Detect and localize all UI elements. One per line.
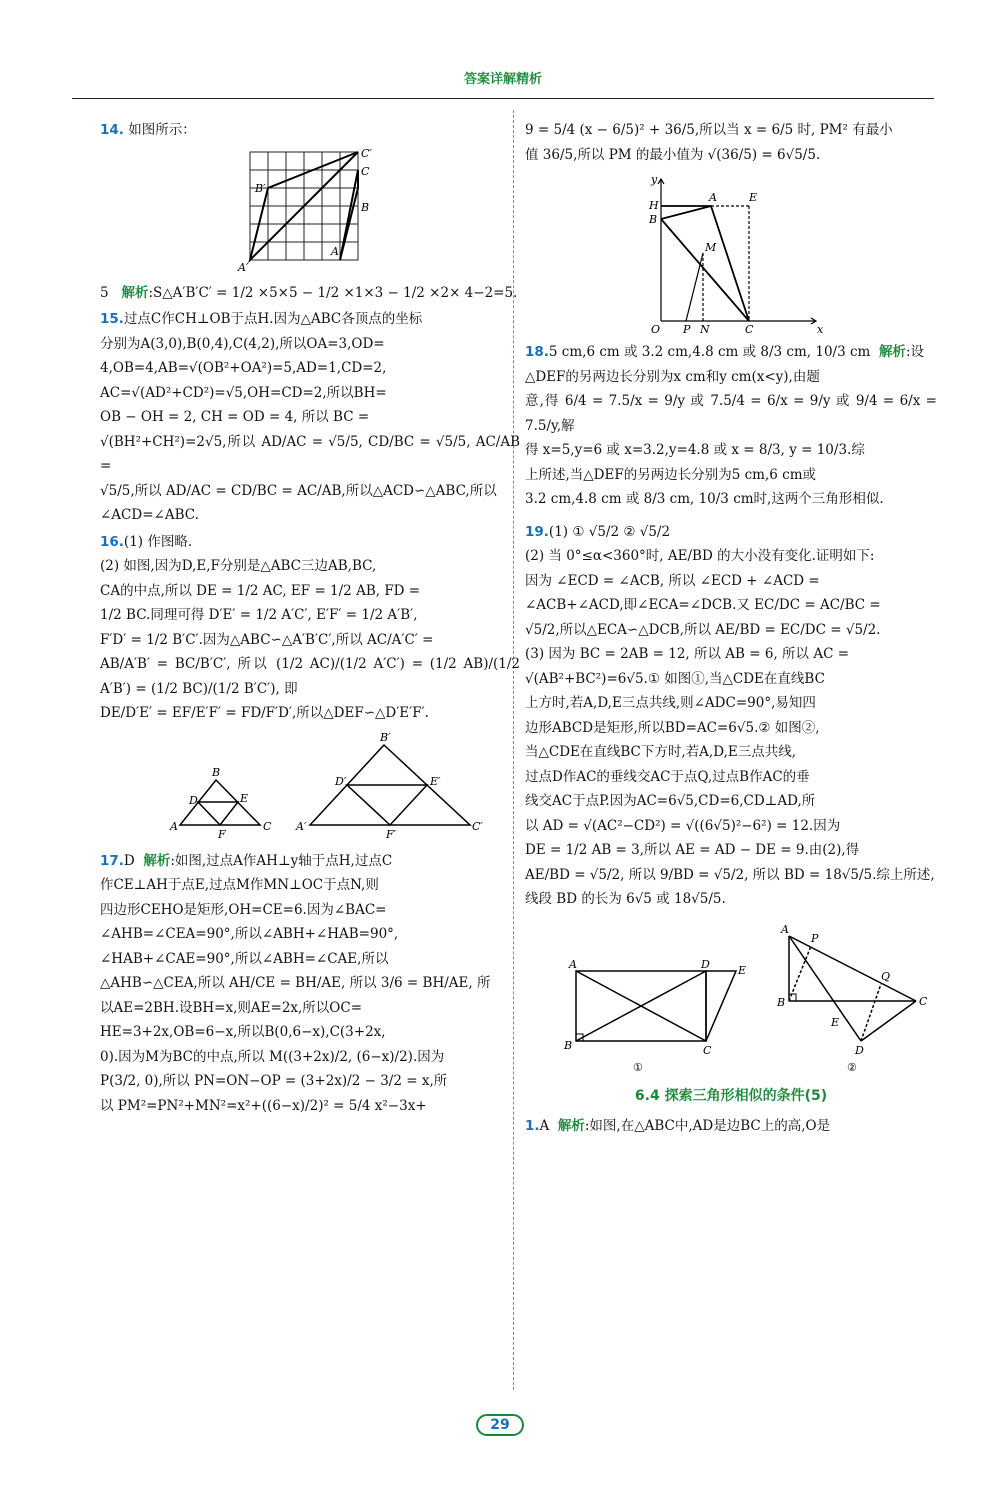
label-b-prime: B′ <box>380 730 391 744</box>
figure-1-label: ① <box>633 1060 643 1074</box>
text-line: AE/BD = √5/2, 所以 9/BD = √5/2, 所以 BD = 18√5/5.综上所述, <box>525 866 935 883</box>
page-header: 答案详解精析 <box>463 72 542 87</box>
text-line: F′D′ = 1/2 B′C′.因为△ABC∽△A′B′C′,所以 AC/A′C′ = <box>100 631 434 648</box>
text-line: 作CE⊥AH于点E,过点M作MN⊥OC于点N,则 <box>100 877 379 893</box>
text-line: ∠ACB+∠ACD,即∠ECA=∠DCB.又 EC/DC = AC/BC = <box>525 597 881 613</box>
figure-2-label: ② <box>847 1060 857 1074</box>
text-line: △AHB∽△CEA,所以 AH/CE = BH/AE, 所以 3/6 = BH/AE, 所 <box>100 975 491 991</box>
label-b: B <box>649 213 658 226</box>
text-line: 以AE=2BH.设BH=x,则AE=2x,所以OC= <box>100 999 363 1016</box>
question-18 <box>525 340 937 512</box>
text-line: 线交AC于点P.因为AC=6√5,CD=6,CD⊥AD,所 <box>525 793 816 809</box>
text-line: ∠AHB=∠CEA=90°,所以∠ABH+∠HAB=90°, <box>100 926 399 942</box>
label-a: A <box>569 957 577 971</box>
question-17 <box>100 849 520 1119</box>
question-17-continued <box>525 118 937 167</box>
answer-value: 5 cm,6 cm 或 3.2 cm,4.8 cm 或 8/3 cm, 10/3 cm <box>548 344 871 360</box>
label-e: E <box>240 791 249 805</box>
question-number: 14. <box>100 122 124 138</box>
section-title: 6.4 探索三角形相似的条件(5) <box>634 1087 828 1104</box>
label-b: B <box>361 200 370 214</box>
label-y: y <box>651 173 658 186</box>
analysis-text: :S△A′B′C′ = 1/2 ×5×5 − 1/2 ×1×3 − 1/2 ×2× 4−2=5. <box>148 284 518 301</box>
text-line: √5/5,所以 AD/AC = CD/BC = AC/AB,所以△ACD∽△ABC,所以 <box>100 482 497 499</box>
text-line: 以 AD = √(AC²−CD²) = √((6√5)²−6²) = 12.因为 <box>525 817 841 834</box>
text-line: :设 <box>905 344 924 360</box>
text-line: 值 36/5,所以 PM 的最小值为 √(36/5) = 6√5/5. <box>525 146 821 163</box>
text-line: 9 = 5/4 (x − 6/5)² + 36/5,所以当 x = 6/5 时, PM² 有最小 <box>525 122 893 138</box>
question-number: 19. <box>525 523 549 540</box>
question-text: 如图所示： <box>128 122 196 138</box>
text-line: DE/D′E′ = EF/E′F′ = FD/F′D′,所以△DEF∽△D′E′F′. <box>100 705 429 721</box>
page-number: 29 <box>476 1414 523 1436</box>
label-b-prime: B′ <box>255 181 266 195</box>
question-19 <box>525 520 937 912</box>
answer-value: 5 <box>100 284 109 301</box>
label-q: Q <box>881 969 891 983</box>
question-14 <box>100 118 520 143</box>
question-16 <box>100 530 520 726</box>
label-x: x <box>817 323 824 336</box>
text-line: △DEF的另两边长分别为x cm和y cm(x<y),由题 <box>525 368 820 385</box>
label-d: D <box>189 793 198 807</box>
label-e: E <box>749 191 758 204</box>
text-line: ∠ACD=∠ABC. <box>100 507 199 523</box>
text-line: 分别为A(3,0),B(0,4),C(4,2),所以OA=3,OD= <box>100 335 385 352</box>
coordinate-figure-q17 <box>631 171 831 336</box>
page-number-container <box>460 1414 540 1436</box>
text-line: HE=3+2x,OB=6−x,所以B(0,6−x),C(3+2x, <box>100 1024 386 1040</box>
label-p: P <box>811 931 819 945</box>
question-number: 16. <box>100 533 124 550</box>
question-number: 17. <box>100 852 124 869</box>
label-m: M <box>705 241 717 254</box>
label-a-2: A <box>781 922 789 936</box>
text-line: :如图,过点A作AH⊥y轴于点H,过点C <box>170 852 393 869</box>
text-line: AC=√(AD²+CD²)=√5,OH=CD=2,所以BH= <box>100 384 387 401</box>
text-line: 当△CDE在直线BC下方时,若A,D,E三点共线, <box>525 744 797 760</box>
text-line: 上所述,当△DEF的另两边长分别为5 cm,6 cm或 <box>525 466 816 483</box>
text-line: DE = 1/2 AB = 3,所以 AE = AD − DE = 9.由(2),得 <box>525 842 860 858</box>
text-line: OB − OH = 2, CH = OD = 4, 所以 BC = <box>100 409 370 425</box>
analysis-label: 解析 <box>121 284 149 301</box>
right-column <box>525 118 937 1141</box>
text-line: 过点C作CH⊥OB于点H.因为△ABC各顶点的坐标 <box>123 311 423 327</box>
answer-value: (1) ① √5/2 ② √5/2 <box>548 523 671 540</box>
question-1 <box>525 1114 937 1139</box>
label-e-2: E <box>831 1015 840 1029</box>
label-e: E <box>738 963 747 977</box>
label-p: P <box>683 323 691 336</box>
header-rule <box>72 98 934 99</box>
text-line: 1/2 BC.同理可得 D′E′ = 1/2 A′C′, E′F′ = 1/2 A′B′, <box>100 607 418 623</box>
label-b: B <box>564 1038 573 1052</box>
text-line: AB/A′B′ = BC/B′C′, 所以 (1/2 AC)/(1/2 A′C′) = (1/2 AB)/(1/2 A′B′) = (1/2 BC)/(1/2 B′C′), 即 <box>100 656 520 697</box>
text-line: (3) 因为 BC = 2AB = 12, 所以 AB = 6, 所以 AC = <box>525 646 850 662</box>
text-line: √(AB²+BC²)=6√5.① 如图①,当△CDE在直线BC <box>525 670 825 687</box>
triangles-figure-q16 <box>140 730 483 845</box>
label-c-prime: C′ <box>472 819 483 833</box>
label-f-prime: F′ <box>386 827 397 841</box>
text-line: ∠HAB+∠CAE=90°,所以∠ABH=∠CAE,所以 <box>100 950 389 967</box>
left-column <box>100 118 520 1120</box>
text-line: (1) 作图略. <box>123 533 193 550</box>
label-c-2: C <box>919 994 928 1008</box>
label-n: N <box>700 323 710 336</box>
label-b-2: B <box>777 995 786 1009</box>
label-o: O <box>651 323 661 336</box>
text-line: 因为 ∠ECD = ∠ACB, 所以 ∠ECD + ∠ACD = <box>525 572 820 589</box>
text-line: 4,OB=4,AB=√(OB²+OA²)=5,AD=1,CD=2, <box>100 360 387 376</box>
label-e-prime: E′ <box>430 774 441 788</box>
label-d-2: D <box>855 1043 864 1057</box>
label-d-prime: D′ <box>335 774 347 788</box>
label-c: C <box>703 1043 712 1057</box>
label-c: C <box>361 164 370 178</box>
label-c: C <box>745 323 754 336</box>
question-number: 18. <box>525 344 549 360</box>
text-line: 0).因为M为BC的中点,所以 M((3+2x)/2, (6−x)/2).因为 <box>100 1048 445 1065</box>
label-a-prime: A′ <box>296 819 307 833</box>
analysis-label: 解析 <box>557 1118 585 1134</box>
label-h: H <box>649 199 659 212</box>
label-c-prime: C′ <box>361 146 372 160</box>
label-c: C <box>263 819 272 833</box>
label-a: A <box>709 191 717 204</box>
answer-value: A <box>539 1118 550 1134</box>
answer-14 <box>100 281 520 306</box>
text-line: 线段 BD 的长为 6√5 或 18√5/5. <box>525 891 726 907</box>
label-a-prime: A′ <box>238 260 249 274</box>
text-line: (2) 如图,因为D,E,F分别是△ABC三边AB,BC, <box>100 558 377 574</box>
analysis-label: 解析 <box>143 852 171 869</box>
label-d: D <box>701 957 710 971</box>
text-line: P(3/2, 0),所以 PN=ON−OP = (3+2x)/2 − 3/2 = x,所 <box>100 1073 448 1089</box>
text-line: √5/2,所以△ECA∽△DCB,所以 AE/BD = EC/DC = √5/2. <box>525 621 881 638</box>
label-a: A <box>170 819 178 833</box>
text-line: 边形ABCD是矩形,所以BD=AC=6√5.② 如图②, <box>525 719 820 736</box>
text-line: 意,得 6/4 = 7.5/x = 9/y 或 7.5/4 = 6/x = 9/y 或 9/4 = 6/x = 7.5/y,解 <box>525 393 937 434</box>
question-number: 15. <box>100 311 124 327</box>
text-line: 四边形CEHO是矩形,OH=CE=6.因为∠BAC= <box>100 901 387 918</box>
text-line: 过点D作AC的垂线交AC于点Q,过点B作AC的垂 <box>525 768 810 785</box>
text-line: 上方时,若A,D,E三点共线,则∠ADC=90°,易知四 <box>525 695 816 711</box>
text-line: :如图,在△ABC中,AD是边BC上的高,O是 <box>584 1118 831 1134</box>
text-line: (2) 当 0°≤α<360°时, AE/BD 的大小没有变化.证明如下: <box>525 548 875 564</box>
label-b: B <box>212 765 221 779</box>
label-a: A <box>331 244 339 258</box>
grid-figure-q14 <box>235 147 385 277</box>
text-line: 得 x=5,y=6 或 x=3.2,y=4.8 或 x = 8/3, y = 10/3.综 <box>525 442 865 458</box>
text-line: CA的中点,所以 DE = 1/2 AC, EF = 1/2 AB, FD = <box>100 582 421 599</box>
figures-q19 <box>531 916 931 1076</box>
text-line: √(BH²+CH²)=2√5,所以 AD/AC = √5/5, CD/BC = √5/5, AC/AB = <box>100 433 520 474</box>
text-line: 3.2 cm,4.8 cm 或 8/3 cm, 10/3 cm时,这两个三角形相似. <box>525 491 884 507</box>
question-number: 1. <box>525 1118 540 1134</box>
text-line: 以 PM²=PN²+MN²=x²+((6−x)/2)² = 5/4 x²−3x+ <box>100 1097 427 1114</box>
question-15 <box>100 307 520 528</box>
analysis-label: 解析 <box>878 344 906 360</box>
label-f: F <box>218 827 226 841</box>
answer-value: D <box>123 852 135 869</box>
